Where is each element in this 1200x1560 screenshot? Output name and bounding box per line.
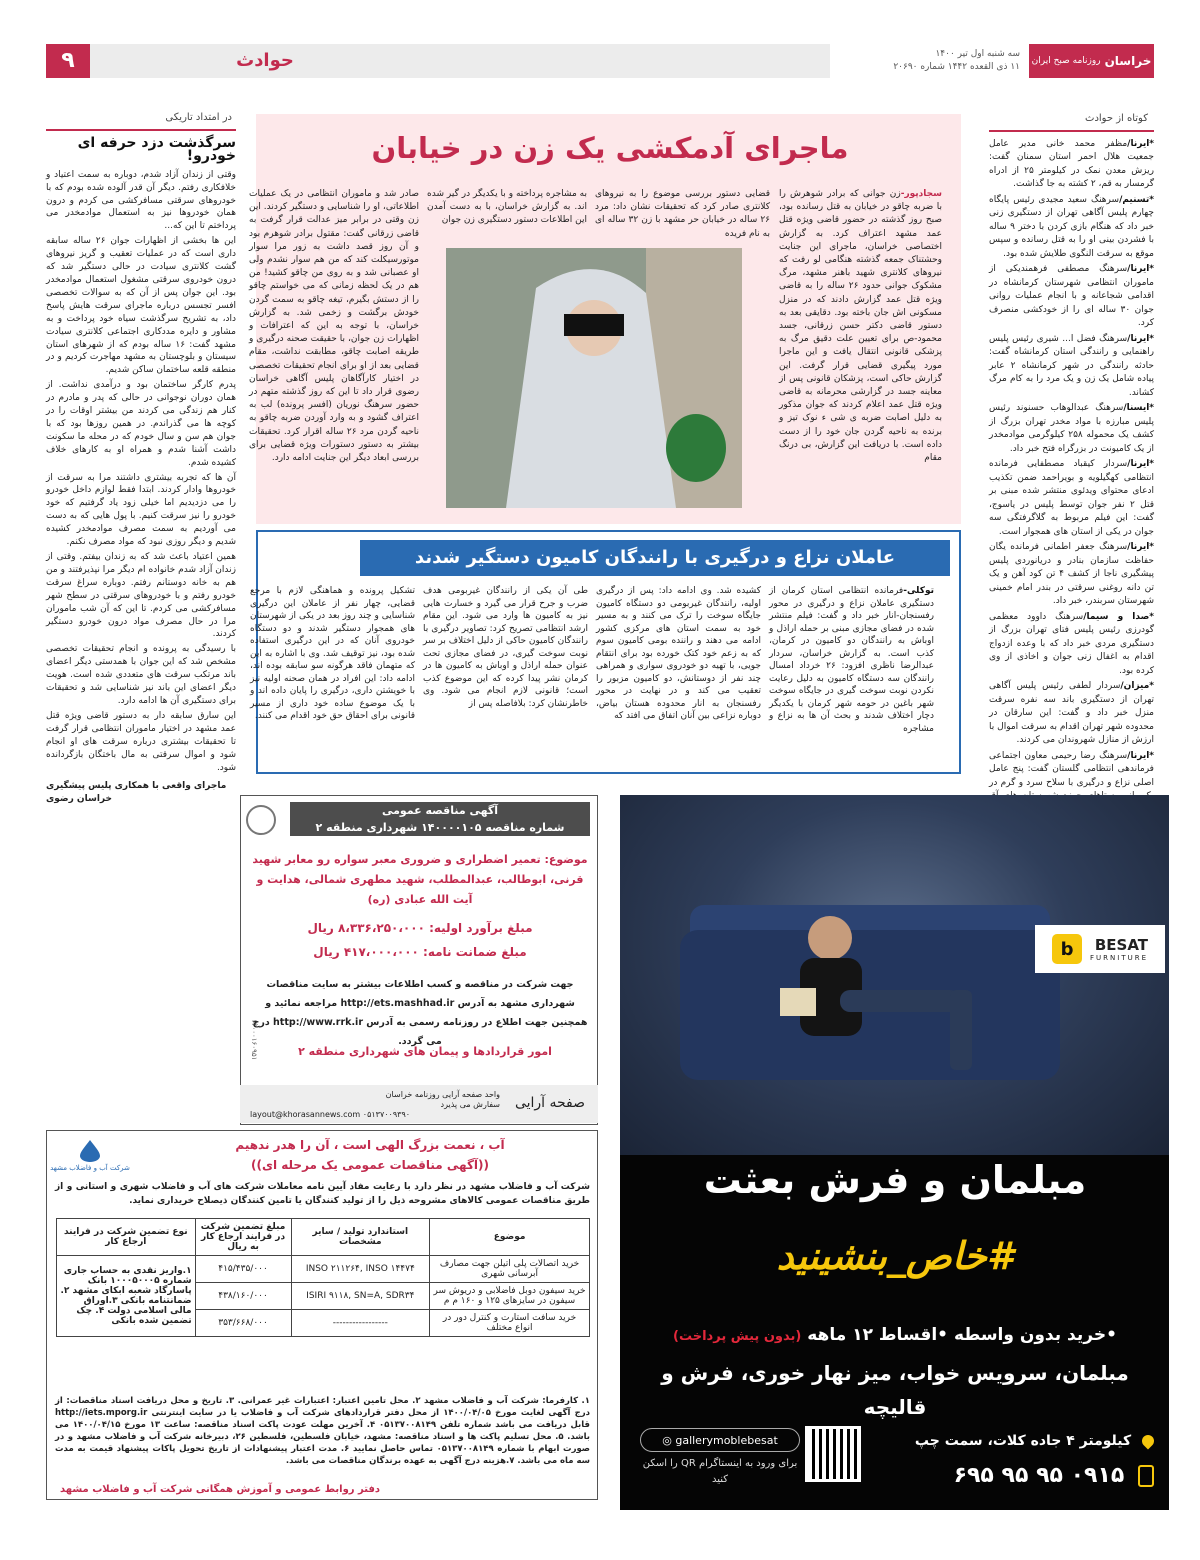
location-pin-icon: [1140, 1433, 1157, 1450]
woman-photo-icon: [446, 248, 742, 508]
brief-item: [989, 194, 1154, 262]
ad-hashtag: #خاص_بنشینید: [776, 1234, 1014, 1278]
guarantee-types-cell: ۱.واریز نقدی به حساب جاری شماره ۱۰۰۰۵۰۰۰۵ بانک پاسارگاد شعبه ابکای مشهد ۲. ضمانتنامه بانکی ۳.اوراق مالی اسلامی دولت ۴. چک تضمین شده بانکی: [57, 1256, 196, 1337]
news-briefs-column: [989, 110, 1155, 788]
tender-guarantee: مبلغ ضمانت نامه: ۴۱۷،۰۰۰،۰۰۰ ریال: [313, 945, 527, 959]
phone-icon: [1138, 1465, 1154, 1487]
logo-tagline: روزنامه صبح ایران: [1031, 56, 1101, 66]
brief-text: سردار لطفی رئیس پلیس آگاهی تهران از دستگیری باند سه نفره سرقت منزل خبر داد و گفت: این سارقان در محدوده شهر تهران اقدام به سرقت اموال با ارزش از منازل شهروندان می کردند.: [989, 681, 1154, 745]
feature-paragraph: آن ها که تجربه بیشتری داشتند مرا به سرقت از خودروها وادار کردند. ابتدا فقط لوازم داخل خودرو را می دزدیدیم اما خیلی زود یاد گرفتیم که خود خودرو را نیز سرقت کنیم. با پول هایی که به دست می آوردیم به سمت مصرف موادمخدر کشیده شدیم و دیگر روزی نبود که مواد مصرف نکنم.: [46, 472, 236, 548]
sofa-shape: [680, 930, 1060, 1080]
main-story-col1-text: زن جوانی که برادر شوهرش را با ضربه چاقو در خیابان به قتل رسانده بود، صبح روز گذشته در حضور قاضی ویژه قتل عمد مشهد اعتراف کرد. به گزارش اختصاصی خراسان، ماجرای این جنایت وحشتناک جمعه گذشته هنگامی لو رفت که نیروهای کلانتری شهید باهنر مشهد، مرگ مشکوک جوانی حدود ۲۶ ساله را به قاضی ویژه قتل عمد گزارش دادند که در منزل مسکونی اش جان باخته بود. دقایقی بعد به دستور قاضی دکتر حسن زرقانی، جسد محمود-ص برای تعیین علت دقیق مرگ به پزشکی قانونی انتقال یافت و این ماجرا مورد پیگیری قضایی قرار گرفت. این گزارش حاکی است، پزشکان قانونی پس از معاینه جسد در گزارشی محرمانه به قاضی ویژه قتل عمد اعلام کردند که جوان مذکور به دلیل اصابت ضربه ی شی ء نوک تیز و برنده به ناحیه گردن جان خود را از دست داده است. با دریافت این گزارش، بی درنگ مقام: [779, 189, 943, 464]
brief-source: *ایرنا/: [1127, 333, 1154, 344]
brief-item: [989, 402, 1154, 456]
page-number: ۹: [46, 44, 90, 78]
section-title: حوادث: [236, 50, 294, 71]
water-tender-notes: ۱. کارفرما: شرکت آب و فاضلاب مشهد ۲. محل تامین اعتبار: اعتبارات غیر عمرانی. ۳. تاریخ و محل دریافت اسناد مناقصات: از درج آگهی لغایت مورخ ۱۴۰۰/۰۴/۰۵ از محل دفتر قراردادهای شرکت آب و فاضلاب یا در سایت اینترنتی http://iets.mporg.ir قابل دریافت می باشد شماره تلفن ۰۵۱۳۷۰۰۸۱۴۹ ۴. آخرین مهلت عودت پاکت اسناد مناقصه: ساعت ۱۳ مورخ ۱۴۰۰/۰۴/۱۵ می باشد. ۵. محل تسلیم پاکت ها و اسناد مناقصه: مشهد، خیابان فلسطین، فلسطین ۲۶، دبیرخانه شرکت آب و فاضلاب مشهد و در صورت ابهام با شماره ۰۵۱۳۷۰۰۸۱۴۹ تماس حاصل نمایید ۶. مدت اعتبار پیشنهادات از تاریخ تحویل پاکات پیشنهاد قیمت به مدت سه ماه می باشد. ۷.هزینه درج آگهی به عهده برندگان مناقصات می باشد.: [55, 1396, 591, 1466]
brief-source: *تسنیم/: [1119, 194, 1154, 205]
table-cell: ۴۱۵/۴۳۵/۰۰۰: [195, 1256, 291, 1283]
second-story-col-4: [250, 585, 415, 767]
ad-buy-note: (بدون پیش پرداخت): [673, 1329, 802, 1344]
table-cell: خرید اتصالات پلی اتیلن جهت مصارف آبرسانی شهری: [430, 1256, 590, 1283]
tender-footer: امور قراردادها و پیمان های شهرداری منطقه ۲: [298, 1045, 552, 1058]
main-story-byline: سجادپور-: [900, 189, 942, 199]
brief-item: [989, 138, 1154, 192]
main-story-col4-text: صادر شد و ماموران انتظامی در یک عملیات اطلاعاتی، او را شناسایی و دستگیر کردند. این زن وقتی در برابر میز عدالت قرار گرفت به قاضی زرقانی گفت: مقتول برادر شوهرم بود و آن روز قصد داشت به زور مرا سوار موتورسیکلت کند که من هم سوار نشدم ولی او عصبانی شد و به روی من چاقو کشید! من هم در یک لحظه زمانی که می خواستم چاقو را از دستش بگیرم، تیغه چاقو به سمت گردن خودش برگشت و زخمی شد. به گزارش خراسان، با توجه به این که اعترافات و اظهارات زن جوان، با حقیقت صحنه درگیری و طریقه اصابت چاقو، مطابقت نداشت، مقام قضایی بعد از او برای انجام تحقیقات تخصصی در اختیار کارآگاهان پلیس آگاهی خراسان رضوی قرار داد تا این که روز گذشته متهم در حضور سرهنگ نوریان (افسر پرونده) لب به اعتراف گشود و به وارد آوردن ضربه چاقو به ناحیه گردن مرد ۲۶ ساله اقرار کرد. تحقیقات بیشتر به دستور دستورات ویژه قضایی برای بررسی ابعاد دیگر این جنایت ادامه دارد.: [249, 189, 419, 464]
table-header: مبلغ تضمین شرکت در فرایند ارجاع کار به ریال: [195, 1219, 291, 1256]
main-story-title[interactable]: ماجرای آدمکشی یک زن در خیابان: [371, 131, 849, 165]
brief-source: *ایرنا/: [1127, 459, 1154, 469]
brief-text: سرهنگ عبدالوهاب حسنوند رئیس پلیس مبارزه با مواد مخدر تهران بزرگ از کشف یک محموله ۲۵۸ کیلوگرمی موادمخدر از یک کامیونت در بزرگراه فتح خبر داد.: [989, 403, 1155, 454]
second-story-col-3: [423, 585, 588, 767]
tender-info[interactable]: جهت شرکت در مناقصه و کسب اطلاعات بیشتر به سایت مناقصات شهرداری مشهد به آدرس http://ets.mashhad.ir مراجعه نمائید و همچنین جهت اطلاع در روزنامه رسمی به آدرس http://www.rrk.ir درج می گردد.: [252, 979, 588, 1047]
newspaper-logo[interactable]: [1029, 44, 1154, 78]
ad-phone-number[interactable]: ۰۹۱۵ ۹۵ ۹۵ ۶۹۵: [953, 1463, 1125, 1488]
layout-service-info[interactable]: [250, 1090, 500, 1120]
briefs-heading: کوتاه از حوادث: [989, 110, 1154, 132]
instagram-icon: ◎: [662, 1434, 676, 1447]
tender-code: ۱۴۰۰۰۱۶۰۹۵۱: [250, 1018, 258, 1060]
brief-source: *ایرنا/: [1127, 138, 1154, 149]
table-cell: ۴۳۸/۱۶۰/۰۰۰: [195, 1283, 291, 1310]
brief-source: *ایرنا/: [1127, 542, 1154, 552]
water-tender-header: [150, 1135, 590, 1175]
besat-brand: [1035, 925, 1165, 973]
feature-body: [46, 169, 236, 775]
man-reading-icon: [680, 930, 1060, 1080]
table-cell: خرید سافت استارت و کنترل دور در انواع مختلف: [430, 1310, 590, 1337]
layout-service-label: صفحه آرایی: [514, 1095, 586, 1111]
ad-buy-text: •خرید بدون واسطه •اقساط ۱۲ ماهه: [807, 1325, 1117, 1345]
water-logo-text: شرکت آب و فاضلاب مشهد: [50, 1164, 130, 1172]
layout-line-2: سفارش می پذیرد: [440, 1100, 500, 1109]
main-story-col-4: [249, 188, 419, 508]
brief-text: سردار کیقباد مصطفایی فرمانده انتظامی کهگیلویه و بویراحمد ضمن تکذیب ادعای محتوای ویدئوی منتشر شده مبنی بر قتل ۲ نفر جوان توسط پلیس در یاسوج، گفت: این فیلم مربوط به گلاگرفتگی سه جوان در یکی از استان های همجوار است.: [989, 459, 1154, 537]
feature-title: سرگذشت دزد حرفه ای خودرو!: [77, 134, 236, 164]
issue-date: [880, 48, 1020, 76]
ad-address-text: کیلومتر ۴ جاده کلات، سمت چپ: [914, 1433, 1132, 1449]
instagram-note: برای ورود به اینستاگرام QR را اسکن کنید: [642, 1458, 798, 1485]
brief-source: *ایرنا/: [1127, 264, 1154, 274]
logo-text: خراسان: [1104, 54, 1152, 68]
water-drop-icon: [72, 1138, 108, 1162]
tender-subject: موضوع: تعمیر اضطراری و ضروری معبر سواره رو معابر شهید قرنی، ابوطالب، عبدالمطلب، شهید مطهری شمالی، هدایت و آیت الله عبادی (ره): [252, 853, 588, 906]
ad-items: مبلمان، سرویس خواب، میز نهار خوری، فرش و قالیچه: [661, 1361, 1129, 1419]
date-line-2: ۱۱ ذی القعده ۱۴۴۲ شماره ۲۰۶۹۰: [893, 62, 1020, 72]
second-story-byline: توکلی-: [903, 586, 934, 596]
feature-signature: ماجرای واقعی با همکاری پلیس پیشگیری خراسان رضوی: [46, 781, 227, 805]
brand-name: BESAT: [1094, 936, 1149, 954]
ad-address: [874, 1428, 1154, 1454]
table-header: موضوع: [430, 1219, 590, 1256]
brief-text: سرهنگ فضل ا... شیری رئیس پلیس راهنمایی و رانندگی استان کرمانشاه گفت: حادثه رانندگی در شهر کرمانشاه ۲ عابر پیاده شامل یک زن و یک مرد را به کام مرگ کشاند.: [989, 333, 1154, 398]
brand-sub: FURNITURE: [1090, 954, 1149, 962]
second-story-col3-text: طی آن یکی از رانندگان غیربومی هدف ضرب و جرح قرار می گیرد و خسارت هایی نیز به کامیون ها وارد می شود. این مقام ارشد انتظامی تصریح کرد: تصاویر درگیری با رانندگان کامیون حاکی از دلیل اختلاف بر سر نوبت سوخت گیری، در فضای مجازی تحت عنوان حمله اراذل و اوباش به کامیون ها در کرمان نشر پیدا کرده که این موضوع کذب است؛ قانونی لازم انجام می شود. وی خاطرنشان کرد: بلافاصله پس از: [423, 586, 588, 709]
ad-title: مبلمان و فرش بعثت: [703, 1158, 1087, 1202]
ad-buy-line: [630, 1320, 1160, 1350]
brief-text: سرهنگ جعفر اطمانی فرمانده یگان حفاظت سازمان بنادر و دریانوردی پلیس پیشگیری ناجا از کشف ۴ تن کود آهن و یک تن دانه روغنی سرقتی در بندر امام خمینی شهرستان سربندر، خبر داد.: [989, 542, 1154, 606]
feature-column: [46, 110, 236, 1110]
second-story-col-2: [596, 585, 761, 767]
brief-text: سرهنگ مصطفی فرهمندیکی از ماموران انتظامی شهرستان کرمانشاه در اقدامی شجاعانه و با انجام عملیات روانی جوان ۳۰ ساله ای را از خودکشی منصرف کرد.: [989, 264, 1154, 328]
main-story-col-3: [427, 188, 587, 243]
brief-item: [989, 541, 1154, 609]
second-story-col-1: [769, 585, 934, 767]
layout-line-1: واحد صفحه آرایی روزنامه خراسان: [385, 1090, 500, 1099]
brief-text: سرهنگ سعید مجیدی رئیس پایگاه چهارم پلیس آگاهی تهران از دستگیری زنی خبر داد که هنگام بازی کردن با دختر ۹ ساله با فشردن بینی او را به قتل رسانده و سپس موقع به سرقت النگوی طلایش شده بود.: [989, 194, 1154, 259]
brief-text: سرهنگ رضا رحیمی معاون اجتماعی فرماندهی انتظامی گلستان گفت: پنج عامل اصلی نزاع و درگیری با سلاح سرد و گرم در: [989, 750, 1154, 788]
tender-prices: [260, 916, 580, 966]
feature-kicker: در امتداد تاریکی: [46, 110, 236, 131]
brief-item: [989, 333, 1154, 401]
brief-item: [989, 263, 1154, 331]
table-header-row: [57, 1219, 590, 1256]
tender-number: شماره مناقصه ۱۴۰۰۰۰۱۰۵ شهرداری منطقه ۲: [315, 821, 565, 834]
tender-header: [290, 802, 590, 836]
tender-title: آگهی مناقصه عمومی: [381, 804, 499, 817]
table-cell: خرید سیفون دوبل فاضلابی و دریوش سر سیفون در سایزهای ۱۲۵ و ۱۶۰ م م: [430, 1283, 590, 1310]
table-row: [57, 1256, 590, 1283]
briefs-list: [989, 138, 1154, 818]
layout-contact[interactable]: layout@khorasannews.com ۰۵۱۳۷۰۰۹۳۹۰: [250, 1110, 411, 1119]
brief-text: مظفر محمد خانی مدیر عامل جمعیت هلال احمر استان سمنان گفت: ریزش معدن نمک در کیلومتر ۲۵ از ادراه گرمسار به قم، ۲ کشته به جا گذاشت.: [989, 138, 1155, 189]
besat-logo-icon: b: [1052, 934, 1082, 964]
water-tender-table: [56, 1218, 590, 1388]
brief-item: [989, 458, 1154, 539]
table-header: استاندارد تولید / سایر مشخصات: [291, 1219, 430, 1256]
second-story-col4-text: تشکیل پرونده و هماهنگی لازم با مرجع قضایی، چهار نفر از عاملان این درگیری شناسایی و چند روز بعد در یکی از شهرستان های همجوار دستگیر شدند و دو دستگاه خودروی آنان که در این درگیری استفاده شده بود، نیز توقیف شد. وی با اشاره به این که متهمان فاقد هرگونه سو سابقه بوده اند، ادامه داد: این افراد در همان صحنه اولیه نیز با خویشتن داری، درگیری را پایان داده اند و با یک موضوع ساده خود داری از مسیر قانونی برای احقاق حق خود اقدام می کنند.: [250, 586, 415, 721]
second-story-col1-text: فرمانده انتظامی استان کرمان از دستگیری عاملان نزاع و درگیری در محور رفسنجان-انار خبر داد و گفت: فیلم منتشر شده در فضای مجازی مبنی بر حمله اراذل و اوباش به رانندگان دو کامیون در کرمان، کذب است. به گزارش خراسان، سردار عبدالرضا ناظری افزود: ۲۶ خرداد امسال رانندگان سه دستگاه کامیون به دلیل رعایت نکردن نوبت سوخت گیری در جایگاه سوخت شهر باغین در حومه شهر کرمان با یکدیگر دچار اختلاف شدند و بحث آن ها به نزاع و مشاجره: [769, 586, 935, 734]
water-tender-title: ((آگهی مناقصات عمومی یک مرحله ای)): [250, 1158, 490, 1172]
main-story-col3-text: به مشاجره پرداخته و با یکدیگر در گیر شده اند. به گزارش خراسان، با به دست آمدن این اطلاعات دستور دستگیری زن جوان: [427, 189, 587, 226]
brief-source: *صدا و سیما/: [1083, 611, 1154, 622]
brief-source: *ایسنا/: [1123, 403, 1154, 413]
brief-item: [989, 680, 1154, 748]
second-story-title[interactable]: عاملان نزاع و درگیری با رانندگان کامیون دستگیر شدند: [360, 540, 950, 576]
brief-source: *ایرنا/: [1127, 750, 1154, 761]
date-line-1: سه شنبه اول تیر ۱۴۰۰: [935, 49, 1020, 59]
brief-source: *میزان/: [1120, 681, 1154, 691]
brief-item: [989, 611, 1154, 679]
water-company-logo-icon: [50, 1138, 130, 1178]
instagram-handle[interactable]: [640, 1428, 800, 1452]
table-cell: ۳۵۳/۶۶۸/۰۰۰: [195, 1310, 291, 1337]
feature-paragraph: این ها بخشی از اظهارات جوان ۲۶ ساله سابقه داری است که در عملیات تعقیب و گریز نیروهای گشت کلانتری سیادت در حالی دستگیر شد که درون خودروی سرقتی مشغول استعمال موادمخدر بود. این جوان پس از آن که به سوالات تخصصی افسر تجسس درباره ماجرای سرقت هایش پاسخ داد، به تشریح سرگذشت سیاه خود پرداخت و به مشاور و دایره مددکاری اجتماعی کلانتری سیادت مشهد گفت: ۱۶ ساله بودم که از شهرهای استان سیستان و بلوچستان به مشهد مهاجرت کردیم و در منطقه قلعه ساختمان ساکن شدیم.: [46, 236, 236, 376]
feature-paragraph: با رسیدگی به پرونده و انجام تحقیقات تخصصی مشخص شد که این جوان با همدستی دیگر اعضای باند مرتکب سرقت های متعددی شده است. هویت دیگر اعضای این باند نیز شناسایی شد و تحقیقات برای دستگیری آن ها ادامه دارد.: [46, 644, 236, 706]
brief-text: سرهنگ داوود معظمی گودرزی رئیس پلیس فتای تهران بزرگ از دستگیری مردی خبر داد که با وعده ازدواج اقدام به اغفال زنی جوان و اخاذی از وی کرده بود.: [989, 611, 1154, 676]
table-cell: INSO ۲۱۱۲۶۴, INSO ۱۴۴۷۴: [291, 1256, 430, 1283]
main-story-col-2: [595, 188, 770, 243]
feature-paragraph: این سارق سابقه دار به دستور قاضی ویژه قتل عمد مشهد در اختیار ماموران انتظامی قرار گرفت تا تحقیقات بیشتری درباره سرقت های او انجام شود و اموال سرقتی به مال باختگان بازگردانده شود.: [46, 710, 236, 773]
table-header: نوع تضمین شرکت در فرایند ارجاع کار: [57, 1219, 196, 1256]
water-tender-footer: دفتر روابط عمومی و آموزش همگانی شرکت آب و فاضلاب مشهد: [60, 1484, 381, 1495]
feature-paragraph: وقتی از زندان آزاد شدم، دوباره به سمت اعتیاد و خلافکاری رفتم. دیگر آن قدر آلوده شده بودم که با خودروهای سرقتی مسافرکشی می کردم و درون همان خودروها نیز به استعمال موادمخدر می پرداختم تا این که...: [46, 169, 236, 232]
main-story-col-1: [779, 188, 942, 508]
main-story-photo: [446, 248, 742, 508]
instagram-handle-text: gallerymoblebesat: [675, 1434, 778, 1447]
section-bar: [90, 44, 830, 78]
water-tender-intro: شرکت آب و فاضلاب مشهد در نظر دارد با رعایت مفاد آیین نامه معاملات شرکت های آب و فاضلاب شهری و استانی و از طریق مناقصات عمومی کالاهای مشروحه ذیل را از تولید کنندگان یا تامین کنندگان ذیصلاح خریداری نماید.: [55, 1182, 590, 1206]
brand-text: [1090, 936, 1148, 962]
tender-estimate: مبلغ برآورد اولیه: ۸،۳۳۶،۲۵۰،۰۰۰ ریال: [307, 921, 533, 935]
table-cell: ISIRI ۹۱۱۸, SN=A, SDR۳۴: [291, 1283, 430, 1310]
qr-code[interactable]: [805, 1426, 861, 1482]
table-cell: -----------------: [291, 1310, 430, 1337]
second-story-col2-text: کشیده شد. وی ادامه داد: پس از درگیری اولیه، رانندگان غیربومی دو دستگاه کامیون جایگاه سوخت را ترک می کنند و به مسیر خود به سمت استان های مرکزی کشور ادامه می دهند و راننده بومی کامیون سوم که به زعم خود کتک خورده بود برای انتقام جویی، با تهیه دو خودروی سواری و همراهی چند نفر از دوستانش، دو کامیون مزبور را تعقیب می کند و در نهایت در محور رفسنجان به انار محدوده هستان بیاض، دوباره نزاعی بین آنان اتفاق می افتد که: [596, 586, 761, 721]
water-tender-slogan: آب ، نعمت بزرگ الهی است ، آن را هدر ندهیم: [235, 1138, 505, 1152]
feature-paragraph: همین اعتیاد باعث شد که به زندان بیفتم. وقتی از زندان آزاد شدم خانواده ام دیگر مرا نپذیرفتند و من هم به خانه دوستانم رفتم. دوباره سراغ سرقت خودرو رفتم و با خودروهای سرقتی در سطح شهر مسافرکشی می کردم. تا این که آن شب ماموران مرا در حال مصرف مواد درون خودرو دستگیر کردند.: [46, 552, 236, 640]
ad-phone[interactable]: [874, 1460, 1154, 1492]
main-story-col2-text: قضایی دستور بررسی موضوع را به نیروهای کلانتری صادر کرد که تحقیقات نشان داد: مرد ۲۶ ساله در خیابان حر مشهد با زن ۳۲ ساله ای به نام فریده: [595, 189, 770, 239]
feature-paragraph: پدرم کارگر ساختمان بود و درآمدی نداشت. از همان دوران نوجوانی در حالی که پدر و مادرم در کنار هم زندگی می کردند من بیشتر اوقات را در کوچه ها می گذراندم. در همین روزها بود که با جوان هم سن و سال خودم که در محله ما سکونت داشت آشنا شدم و همراه او به کارهای خلاف کشیده شدم.: [46, 380, 236, 468]
